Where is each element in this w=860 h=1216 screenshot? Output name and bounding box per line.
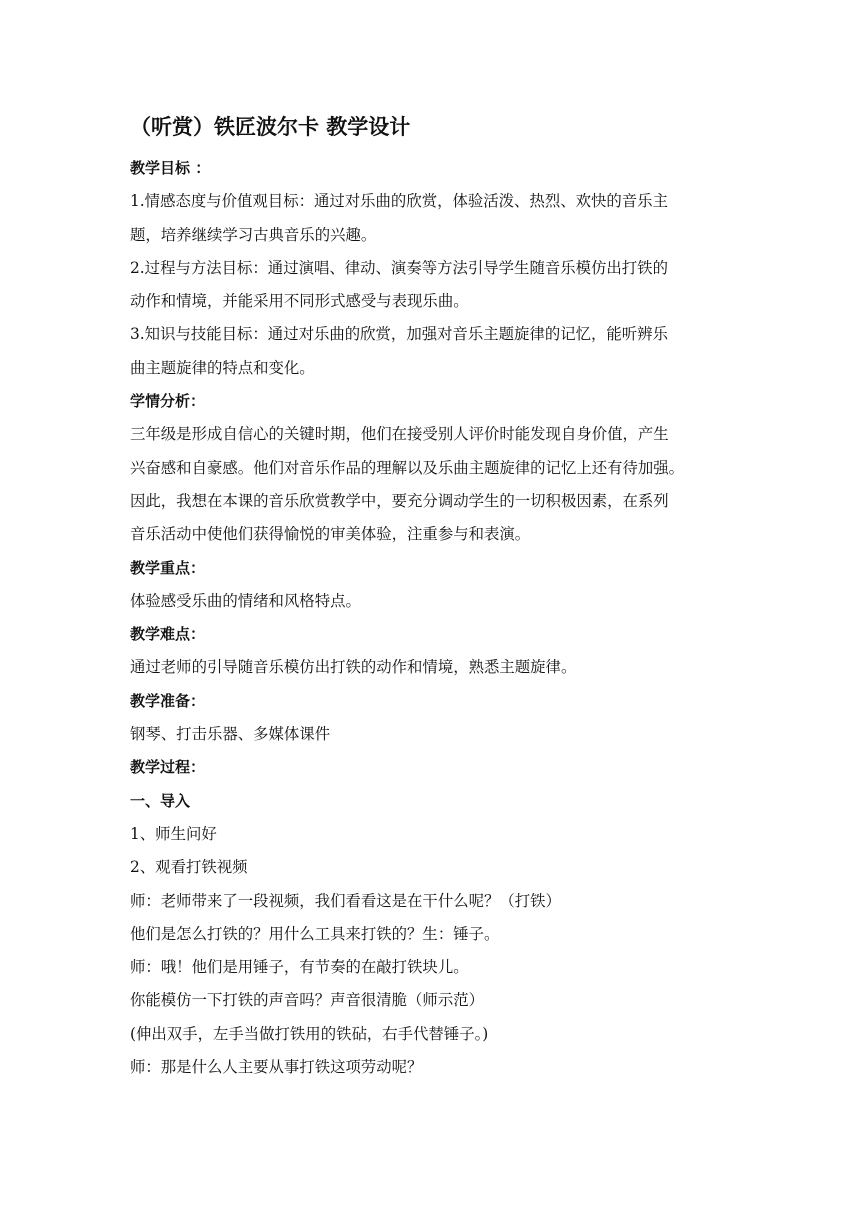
process-step-1: 1、师生问好 xyxy=(130,824,217,843)
process-section-1: 一、导入 xyxy=(130,791,191,810)
objective-1-line-1: 1.情感态度与价值观目标：通过对乐曲的欣赏，体验活泼、热烈、欢快的音乐主 xyxy=(130,192,668,211)
difficulties-heading: 教学难点： xyxy=(130,625,206,644)
process-line-3: 师：哦！他们是用锤子，有节奏的在敲打铁块儿。 xyxy=(130,958,469,977)
analysis-line-3: 因此，我想在本课的音乐欣赏教学中，要充分调动学生的一切积极因素，在系列 xyxy=(130,491,669,510)
process-step-2: 2、观看打铁视频 xyxy=(130,858,248,877)
analysis-line-2: 兴奋感和自豪感。他们对音乐作品的理解以及乐曲主题旋律的记忆上还有待加强。 xyxy=(130,458,685,477)
process-line-2: 他们是怎么打铁的？用什么工具来打铁的？生：锤子。 xyxy=(130,924,500,943)
process-line-5: (伸出双手，左手当做打铁用的铁砧，右手代替锤子。) xyxy=(130,1024,489,1043)
objective-1-line-2: 题，培养继续学习古典音乐的兴趣。 xyxy=(130,225,377,244)
difficulties-text: 通过老师的引导随音乐模仿出打铁的动作和情境，熟悉主题旋律。 xyxy=(130,658,577,677)
process-line-6: 师：那是什么人主要从事打铁这项劳动呢？ xyxy=(130,1058,423,1077)
preparation-text: 钢琴、打击乐器、多媒体课件 xyxy=(130,725,331,744)
objective-2-line-2: 动作和情境，并能采用不同形式感受与表现乐曲。 xyxy=(130,292,469,311)
document-body xyxy=(130,112,742,1084)
objective-3-line-2: 曲主题旋律的特点和变化。 xyxy=(130,358,315,377)
objectives-heading: 教学目标 ： xyxy=(130,159,211,177)
process-heading: 教学过程： xyxy=(130,758,206,777)
document-title: （听赏）铁匠波尔卡 教学设计 xyxy=(130,115,411,139)
process-line-1: 师：老师带来了一段视频，我们看看这是在干什么呢？（打铁） xyxy=(130,891,561,910)
preparation-heading: 教学准备： xyxy=(130,691,206,710)
analysis-line-4: 音乐活动中使他们获得愉悦的审美体验，注重参与和表演。 xyxy=(130,525,531,544)
key-points-text: 体验感受乐曲的情绪和风格特点。 xyxy=(130,591,361,610)
analysis-heading: 学情分析： xyxy=(130,392,206,411)
objective-2-line-1: 2.过程与方法目标：通过演唱、律动、演奏等方法引导学生随音乐模仿出打铁的 xyxy=(130,258,668,277)
analysis-line-1: 三年级是形成自信心的关键时期，他们在接受别人评价时能发现自身价值，产生 xyxy=(130,425,669,444)
key-points-heading: 教学重点： xyxy=(130,558,206,577)
process-line-4: 你能模仿一下打铁的声音吗？声音很清脆（师示范） xyxy=(130,991,484,1010)
objective-3-line-1: 3.知识与技能目标：通过对乐曲的欣赏，加强对音乐主题旋律的记忆，能听辨乐 xyxy=(130,325,668,344)
